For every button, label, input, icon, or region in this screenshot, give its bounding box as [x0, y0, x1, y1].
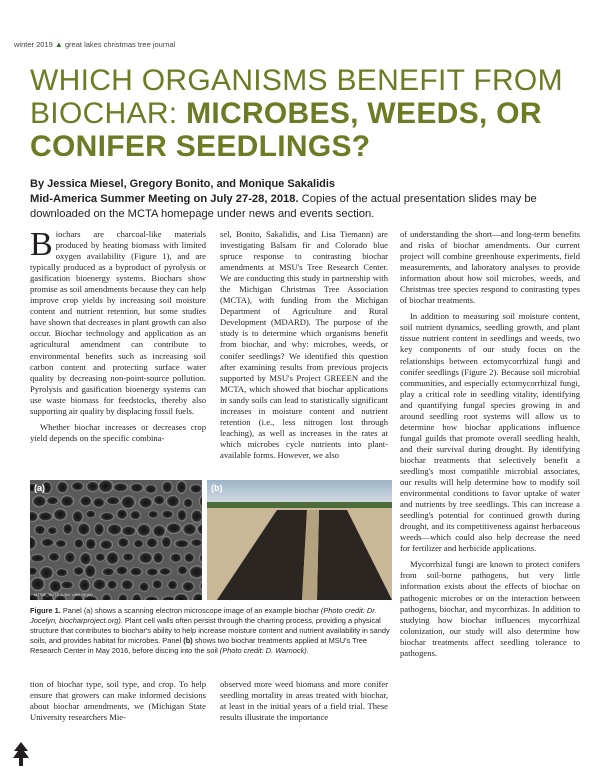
sem-pore [84, 564, 96, 578]
sem-pore [57, 481, 69, 494]
paragraph: observed more weed biomass and more conifer seedling mortality in areas treated with biochar, at least in the initial years of a field trial. These results illustrate the importance [220, 679, 388, 723]
sem-pore [86, 481, 99, 492]
caption-panel-b: (b) [183, 636, 193, 645]
paragraph: In addition to measuring soil moisture content, soil nutrient dynamics, seedling growth, and plant tissue nutrient content in seedlings and weeds, two key components of our study focus on the relationships between ectomycorrhizal fungi and conifer seedlings (Figure 2). Because soil microbial communities, and especially ectomycorrhizal fungi, play a critical role in seedling vitality, identifying and quantifying fungal species growing in and around seedling root systems will allow us to determine how biochar applications influence fungal guilds that promote overall seedling health, and their survival during drought. By identifying biochar treatments that selectively benefit a seedling's most compatible microbial associates, our results will help determine how to modify soil environmental conditions to favor uptake of water and nutrients by tree seedlings. This can increase a seedling's potential for continued growth during drought, and its competitiveness against herbaceous weeds—which could also help decrease the need for fertilizer and herbicide applications. [400, 311, 580, 554]
panel-label-b: (b) [211, 483, 223, 493]
column-3 [400, 229, 580, 664]
sem-info: MTSIE_BUTS 3.0kV x400 SE(M) [34, 592, 93, 597]
sem-pore [122, 553, 134, 562]
sem-pore [184, 553, 195, 563]
sem-pore [102, 568, 115, 576]
sem-pore [139, 497, 153, 509]
sem-pore [38, 512, 53, 522]
byline: By Jessica Miesel, Gregory Bonito, and Monique Sakalidis [30, 178, 336, 190]
sem-pore [72, 510, 83, 523]
sem-pore [106, 551, 120, 565]
sem-pore [73, 566, 84, 575]
sem-pore [107, 580, 118, 590]
meeting-slides-note: Copies of the actual presentation slides may be downloaded on the MCTA homepage under news and events section. [30, 193, 537, 220]
field-photo [207, 480, 392, 600]
sem-pore [161, 536, 171, 548]
sem-pore [153, 495, 165, 505]
sem-pore [146, 568, 159, 577]
meeting-note [30, 192, 595, 221]
drop-cap: B [30, 226, 53, 263]
sem-pore [144, 484, 157, 493]
sem-pore [152, 579, 163, 589]
caption-credit-b: (Photo credit: D. Warnock). [219, 646, 309, 655]
sem-pore [183, 498, 193, 508]
paragraph: of understanding the short—and long-term benefits and risks of biochar amendments. Our current project will combine greenhouse experiments, field measurements, and laboratory analyses to provide information about how soil microbes, weeds, and Christmas tree species respond to contrasting types of biochar treatments. [400, 229, 580, 306]
sem-pore [162, 481, 173, 494]
sem-pore [56, 568, 69, 577]
column-1 [30, 226, 206, 449]
sem-pore [94, 523, 105, 536]
sem-pore [92, 497, 105, 508]
sem-pore [182, 523, 197, 536]
sem-pore [48, 552, 60, 561]
sem-pore [46, 496, 59, 505]
sem-pore [137, 523, 152, 536]
sem-pore [30, 577, 45, 591]
sem-pore [170, 553, 182, 563]
sem-pore [92, 578, 106, 590]
paragraph: Mycorrhizal fungi are known to protect conifers from soil-borne pathogens, but very little information exists about the effects of biochar on pathogenic microbes or on the interaction between pathogens, biochar, and mycorrhizas. In addition to studying how biochar influences mycorrhizal colonization, our study will also determine how biochar treatments affect seedling tolerance to pathogens. [400, 559, 580, 658]
figure-caption [30, 606, 392, 656]
paragraph: sel, Bonito, Sakalidis, and Lisa Tiemann) are investigating Balsam fir and Colorado blue spruce response to contrasting biochar amendments at MSU's Tree Research Center. We are conducting this study in partnership with the Michigan Christmas Tree Association (MCTA), with funding from the Michigan Department of Agriculture and Rural Development (MDARD). The purpose of the study is to determine which organisms benefit from biochar, and why: microbes, weeds, or conifer seedlings? We identified this question after examining results from previous projects supported by MSU's Project GREEEN and the MCTA, which showed that biochar applications in sandy soils can lead to statistically significant increases in moisture content and nutrient retention (i.e., less nitrogen lost through leaching), as well as increases in the rates at which microbes cycle nutrients into plant-available forms. However, we also [220, 229, 388, 460]
sem-pore [121, 495, 136, 509]
sem-pore [121, 579, 134, 590]
sem-pore [166, 523, 182, 534]
sem-pore [130, 510, 141, 520]
sem-pore [152, 525, 166, 538]
sem-pore [159, 568, 172, 576]
sem-pore [133, 539, 144, 548]
caption-text: Panel (a) shows a scanning electron microscope image of an example biochar [60, 606, 321, 615]
sem-pore [41, 538, 55, 547]
sem-pore [47, 526, 57, 534]
caption-title: Figure 1. [30, 606, 61, 615]
title-line-1: WHICH ORGANISMS BENEFIT FROM [30, 64, 563, 97]
sem-pore [116, 566, 129, 576]
issue-date: winter 2019 [14, 40, 53, 49]
sem-pore [86, 510, 96, 518]
sem-pore [55, 540, 67, 548]
sem-pore [63, 523, 73, 535]
sem-image-drawing [30, 480, 202, 600]
sem-pore [49, 580, 62, 593]
sem-pore [85, 538, 96, 550]
paragraph: Whether biochar increases or decreases crop yield depends on the specific combina- [30, 421, 206, 443]
column-2-continued [220, 679, 388, 728]
sem-pore [79, 552, 91, 566]
tree-icon: ▲ [54, 40, 63, 49]
sem-pore [79, 578, 91, 592]
sem-pore [161, 510, 173, 519]
sem-pore [129, 567, 142, 576]
sem-pore [32, 495, 47, 507]
sem-pore [166, 495, 180, 507]
running-header [14, 40, 175, 49]
title-line-2-normal: BIOCHAR: [30, 97, 187, 130]
field-photo-drawing [207, 480, 392, 600]
sem-pore [117, 537, 129, 548]
column-1-continued [30, 679, 206, 728]
intro-text: iochars are charcoal-like materials produced by heating biomass with limited oxygen availability (Figure 1), and are typically produced as a byproduct of pyrolysis or gasification bioenergy systems. Biochars show promise as soil amendments because they can help improve crop yields by increasing soil moisture content and nutrient retention, but some studies have shown that decreases in plant growth can also occur. Biochar technology and application as an agricultural amendment can contribute to environmental benefits such as increasing soil carbon content and protecting surface water quality by decreasing non-point-source pollution. Pyrolysis and gasification bioenergy systems can use waste biomass for feedstocks, thereby also supporting air quality by displacing fossil fuels. [30, 229, 206, 416]
panel-label-a: (a) [34, 483, 45, 493]
sem-pore [116, 509, 128, 520]
sem-pore [113, 483, 129, 492]
meeting-date: Mid-America Summer Meeting on July 27-28, 2018. [30, 193, 299, 205]
article-title [30, 64, 590, 163]
sem-pore [176, 480, 186, 494]
figure-1 [30, 480, 392, 678]
sem-pore [146, 537, 158, 548]
sem-pore [190, 484, 202, 493]
footer-tree-icon [12, 742, 30, 766]
sem-pore [121, 526, 136, 536]
sem-pore [77, 522, 90, 535]
sem-pore [95, 553, 106, 562]
column-2 [220, 229, 388, 466]
caption-credit-a: (Photo credit: Dr. Jocelyn, biocharproject.org). [30, 606, 377, 625]
paragraph: tion of biochar type, soil type, and crop. To help ensure that growers can make informed decisions about biochar amendments, we (Michigan State University researchers Mie- [30, 679, 206, 723]
sem-pore [139, 582, 150, 592]
caption-text: Plant cell walls often persist through the charring process, providing a physical structure that contributes to biochar's ability to help increase moisture content and nutrient availability in sandy soils, and provides habitat for microbes. Panel [30, 616, 390, 645]
sem-pore [182, 581, 195, 592]
sem-pore [53, 508, 67, 520]
sem-pore [148, 510, 159, 518]
title-line-2-bold: MICROBES, WEEDS, OR [186, 97, 542, 130]
sem-pore [99, 540, 113, 550]
sem-pore [71, 482, 84, 491]
sem-pore [60, 581, 74, 589]
sem-pore [34, 525, 46, 535]
sem-pore [177, 509, 187, 522]
sem-pore [107, 524, 122, 536]
sem-pore [174, 539, 189, 548]
sem-pore [106, 496, 120, 505]
journal-name: great lakes christmas tree journal [64, 40, 176, 49]
sem-pore [153, 552, 164, 564]
sem-pore [100, 512, 115, 521]
sem-pore [138, 552, 153, 564]
caption-text: shows two biochar treatments applied at MSU's Tree Research Center in May 2016, before discing into the soil [30, 636, 368, 655]
sem-pore [64, 552, 75, 564]
sem-pore [60, 495, 74, 507]
sem-pore [74, 538, 84, 548]
sem-pore [80, 496, 93, 507]
sem-pore [167, 580, 178, 590]
sem-pore [130, 483, 144, 493]
sem-pore [177, 565, 188, 575]
sem-pore [39, 566, 54, 580]
title-line-3: CONIFER SEEDLINGS? [30, 130, 371, 163]
paragraph-intro [30, 226, 206, 417]
sem-image [30, 480, 202, 600]
sem-pore [30, 554, 45, 562]
